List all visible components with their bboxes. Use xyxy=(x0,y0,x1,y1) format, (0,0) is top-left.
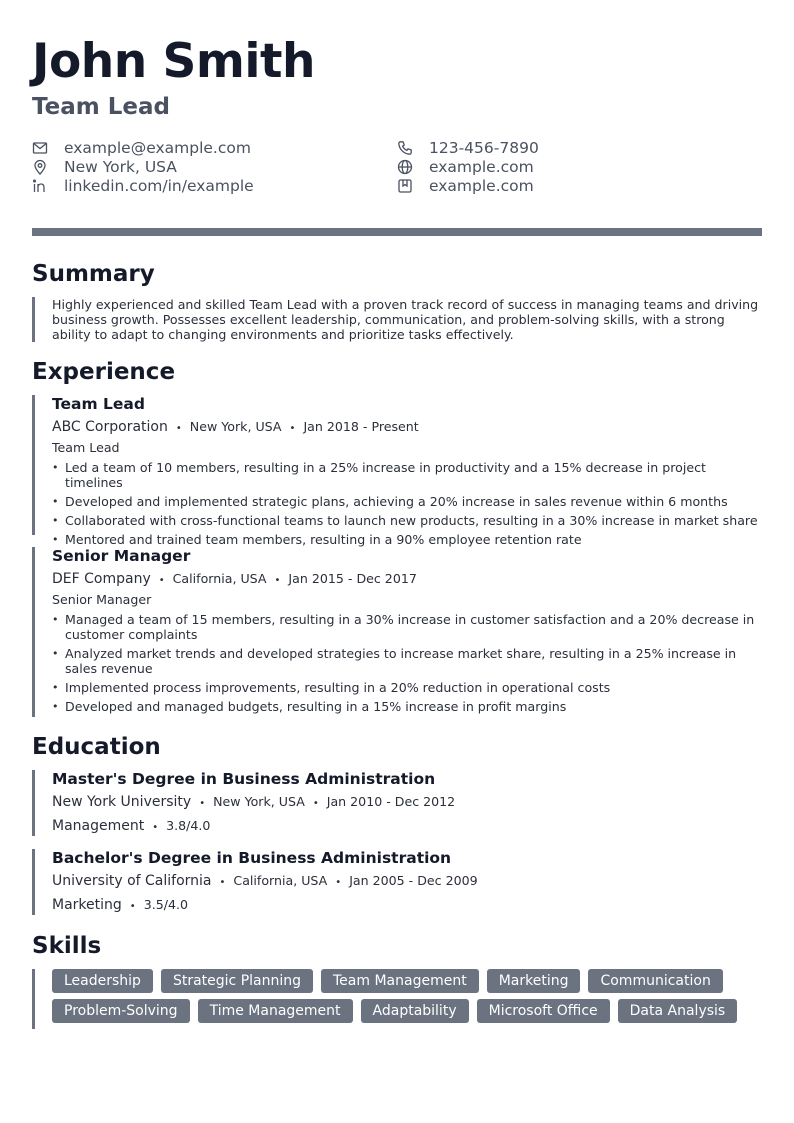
portfolio-text: example.com xyxy=(429,176,534,195)
list-item: • Led a team of 10 members, resulting in a 25% increase in productivity and a 15% decrease in project timelines xyxy=(52,460,762,490)
degree-title: Master's Degree in Business Administration xyxy=(52,770,436,788)
school-name: New York University xyxy=(52,794,192,810)
mail-icon xyxy=(32,140,48,156)
skill-tags xyxy=(52,969,765,1023)
skill-tag: Strategic Planning xyxy=(161,969,313,993)
email-text: example@example.com xyxy=(64,138,251,157)
summary-text: Highly experienced and skilled Team Lead with a proven track record of success in managing teams and driving business growth. Possesses excellent leadership, communication, and problem-solving skills, with a strong ability to adapt to changing environments and prioritize tasks effectively. xyxy=(52,297,759,342)
phone-icon xyxy=(397,140,413,156)
header-divider xyxy=(32,228,762,236)
education-dates: Jan 2005 - Dec 2009 xyxy=(349,873,478,888)
job-company: DEF Company xyxy=(52,571,151,587)
candidate-name: John Smith xyxy=(32,34,315,89)
skill-tag: Microsoft Office xyxy=(477,999,610,1023)
job-bullets xyxy=(52,612,762,714)
contact-info xyxy=(32,138,762,198)
contact-linkedin[interactable] xyxy=(32,176,254,195)
skill-tag: Leadership xyxy=(52,969,153,993)
job-meta: DEF Company • California, USA • Jan 2015 - Dec 2017 xyxy=(52,571,417,587)
field-of-study: Management xyxy=(52,818,145,834)
gpa: 3.8/4.0 xyxy=(166,818,211,833)
education-dates: Jan 2010 - Dec 2012 xyxy=(326,794,456,809)
list-item: • Mentored and trained team members, resulting in a 90% employee retention rate xyxy=(52,532,762,547)
contact-email[interactable] xyxy=(32,138,251,157)
contact-location xyxy=(32,157,177,176)
job-dates: Jan 2018 - Present xyxy=(303,419,419,434)
globe-icon xyxy=(397,159,413,175)
contact-website[interactable] xyxy=(397,157,534,176)
contact-phone[interactable] xyxy=(397,138,539,157)
skill-tag: Communication xyxy=(588,969,722,993)
map-pin-icon xyxy=(32,159,48,175)
degree-title: Bachelor's Degree in Business Administration xyxy=(52,849,452,867)
location-text: New York, USA xyxy=(64,157,177,176)
candidate-role: Team Lead xyxy=(32,94,170,120)
contact-portfolio[interactable] xyxy=(397,176,534,195)
job-location: New York, USA xyxy=(189,419,282,434)
skills-heading: Skills xyxy=(32,933,102,959)
bookmark-icon xyxy=(397,178,413,194)
education-field-line: Management • 3.8/4.0 xyxy=(52,818,211,834)
job-entry xyxy=(32,395,762,547)
education-meta: New York University • New York, USA • Jan 2010 - Dec 2012 xyxy=(52,794,456,810)
education-entry xyxy=(32,849,762,915)
education-entry xyxy=(32,770,762,836)
experience-heading: Experience xyxy=(32,359,176,385)
list-item: • Collaborated with cross-functional teams to launch new products, resulting in a 30% increase in market share xyxy=(52,513,762,528)
skill-tag: Marketing xyxy=(487,969,581,993)
school-name: University of California xyxy=(52,873,212,889)
job-bullets xyxy=(52,460,762,547)
job-subtitle: Team Lead xyxy=(52,440,120,455)
skill-tag: Problem-Solving xyxy=(52,999,190,1023)
job-location: California, USA xyxy=(172,571,267,586)
skill-tag: Team Management xyxy=(321,969,479,993)
list-item: • Developed and managed budgets, resulting in a 15% increase in profit margins xyxy=(52,699,762,714)
website-text: example.com xyxy=(429,157,534,176)
education-heading: Education xyxy=(32,734,161,760)
education-meta: University of California • California, USA • Jan 2005 - Dec 2009 xyxy=(52,873,478,889)
phone-text: 123-456-7890 xyxy=(429,138,539,157)
skill-tag: Adaptability xyxy=(361,999,469,1023)
job-title: Senior Manager xyxy=(52,547,191,565)
job-meta: ABC Corporation • New York, USA • Jan 2018 - Present xyxy=(52,419,419,435)
skill-tag: Time Management xyxy=(198,999,353,1023)
job-company: ABC Corporation xyxy=(52,419,168,435)
job-dates: Jan 2015 - Dec 2017 xyxy=(288,571,417,586)
gpa: 3.5/4.0 xyxy=(143,897,188,912)
list-item: • Analyzed market trends and developed strategies to increase market share, resulting in a 25% increase in sales revenue xyxy=(52,646,762,676)
school-location: New York, USA xyxy=(213,794,305,809)
field-of-study: Marketing xyxy=(52,897,122,913)
summary-block xyxy=(32,297,762,342)
linkedin-text: linkedin.com/in/example xyxy=(64,176,254,195)
school-location: California, USA xyxy=(233,873,328,888)
skill-tag: Data Analysis xyxy=(618,999,738,1023)
job-entry xyxy=(32,547,762,717)
list-item: • Developed and implemented strategic plans, achieving a 20% increase in sales revenue within 6 months xyxy=(52,494,762,509)
skills-block xyxy=(32,969,762,1029)
summary-heading: Summary xyxy=(32,261,155,287)
list-item: • Implemented process improvements, resulting in a 20% reduction in operational costs xyxy=(52,680,762,695)
job-subtitle: Senior Manager xyxy=(52,592,152,607)
list-item: • Managed a team of 15 members, resulting in a 30% increase in customer satisfaction and a 20% decrease in customer complaints xyxy=(52,612,762,642)
linkedin-icon xyxy=(32,178,48,194)
education-field-line: Marketing • 3.5/4.0 xyxy=(52,897,188,913)
job-title: Team Lead xyxy=(52,395,145,413)
